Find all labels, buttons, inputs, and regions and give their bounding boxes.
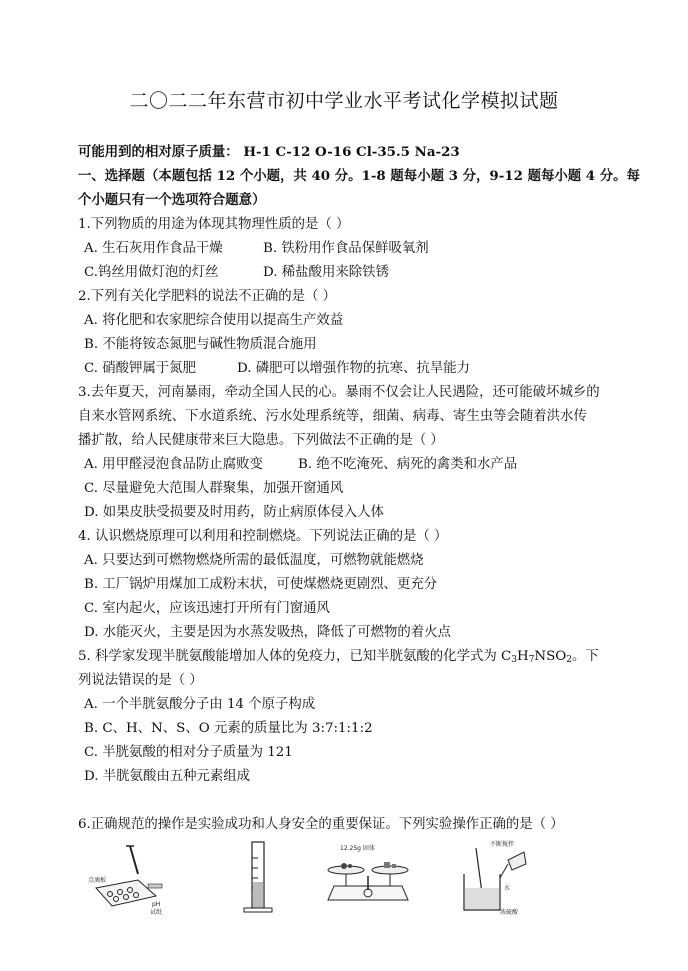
q6-stem: 6.正确规范的操作是实验成功和人身安全的重要保证。下列实验操作正确的是（ ） [78, 817, 564, 832]
q3-stem-line3: 播扩散，给人民健康带来巨大隐患。下列做法不正确的是（ ） [78, 433, 444, 448]
formula-subscript-h: 7 [528, 655, 535, 665]
q3-stem-line2: 自来水管网系统、下水道系统、污水处理系统等，细菌、病毒、寄生虫等会随着洪水传 [78, 409, 587, 424]
section-heading-line1: 一、选择题（本题包括 12 个小题，共 40 分。1-8 题每小题 3 分，9-12 题每小题 4 分。每 [78, 168, 640, 184]
q1-option-c: C.钨丝用做灯泡的灯丝 [84, 265, 219, 280]
q3-option-c: C. 尽量避免大范围人群聚集，加强开窗通风 [84, 481, 344, 496]
q5-stem-line2: 列说法错误的是（ ） [78, 673, 203, 688]
q5-stem-line1 [78, 645, 599, 665]
figure-b-graduated-cylinder [240, 838, 280, 918]
q5-stem-text: 5. 科学家发现半胱氨酸能增加人体的免疫力，已知半胱氨酸的化学式为 C [78, 649, 512, 664]
q5-option-d: D. 半胱氨酸由五种元素组成 [84, 769, 251, 784]
q2-option-b: B. 不能将铵态氮肥与碱性物质混合施用 [84, 337, 317, 352]
section-heading-line2: 个小题只有一个选项符合题意） [78, 192, 266, 208]
fig-a-label-paper: 试纸 [150, 909, 163, 916]
q4-option-a: A. 只要达到可燃物燃烧所需的最低温度，可燃物就能燃烧 [84, 553, 424, 568]
spot-plate-illustration [86, 838, 166, 918]
q2-stem: 2.下列有关化学肥料的说法不正确的是（ ） [78, 289, 337, 304]
formula-h: H [517, 649, 529, 664]
fig-a-label-spot-plate: 点滴板 [88, 877, 107, 884]
figure-a-spot-plate [86, 838, 166, 918]
figure-d-dilution [460, 838, 540, 918]
dilution-illustration [460, 838, 540, 918]
q5-option-b: B. C、H、N、S、O 元素的质量比为 3:7:1:1:2 [84, 721, 373, 736]
q5-option-c: C. 半胱氨酸的相对分子质量为 121 [84, 745, 293, 760]
q1-option-b: B. 铁粉用作食品保鲜吸氧剂 [263, 241, 429, 256]
q1-stem: 1.下列物质的用途为体现其物理性质的是（ ） [78, 217, 350, 232]
q2-option-a: A. 将化肥和农家肥综合使用以提高生产效益 [84, 313, 344, 328]
formula-nso: NSO [534, 649, 567, 664]
q3-option-d: D. 如果皮肤受损要及时用药，防止病原体侵入人体 [84, 505, 384, 520]
cylinder-illustration [240, 838, 280, 918]
q4-stem: 4. 认识燃烧原理可以利用和控制燃烧。下列说法正确的是（ ） [78, 529, 448, 544]
fig-d-label-water: 水 [504, 885, 511, 892]
figure-c-balance [318, 838, 418, 918]
q4-option-b: B. 工厂锅炉用煤加工成粉末状，可使煤燃烧更剧烈、更充分 [84, 577, 438, 592]
q3-stem-line1: 3.去年夏天，河南暴雨，牵动全国人民的心。暴雨不仅会让人民遇险，还可能破坏城乡的 [78, 385, 600, 400]
fig-a-label-ph: pH [152, 901, 161, 908]
q3-option-a: A. 用甲醛浸泡食品防止腐败变 [84, 457, 263, 472]
fig-d-label-acid: 浓硫酸 [500, 909, 519, 916]
q3-option-b: B. 绝不吃淹死、病死的禽类和水产品 [298, 457, 518, 472]
q1-option-a: A. 生石灰用作食品干燥 [84, 241, 223, 256]
atomic-mass-line: 可能用到的相对原子质量： H-1 C-12 O-16 Cl-35.5 Na-23 [78, 144, 460, 160]
formula-subscript-o: 2 [566, 655, 573, 665]
formula-subscript-c: 3 [511, 655, 517, 665]
page-title: 二〇二二年东营市初中学业水平考试化学模拟试题 [129, 90, 559, 112]
q2-option-c: C. 硝酸钾属于氮肥 [84, 361, 197, 376]
fig-c-label-solid: 12.25g 固体 [340, 845, 375, 852]
q4-option-d: D. 水能灭火，主要是因为水蒸发吸热，降低了可燃物的着火点 [84, 625, 451, 640]
q5-stem-suffix: 。下 [572, 649, 599, 664]
q2-option-d: D. 磷肥可以增强作物的抗寒、抗旱能力 [237, 361, 471, 376]
balance-illustration [318, 838, 418, 918]
q5-option-a: A. 一个半胱氨酸分子由 14 个原子构成 [84, 697, 316, 712]
q4-option-c: C. 室内起火，应该迅速打开所有门窗通风 [84, 601, 330, 616]
fig-d-label-stir: 不断搅拌 [490, 841, 515, 848]
q1-option-d: D. 稀盐酸用来除铁锈 [263, 265, 389, 280]
